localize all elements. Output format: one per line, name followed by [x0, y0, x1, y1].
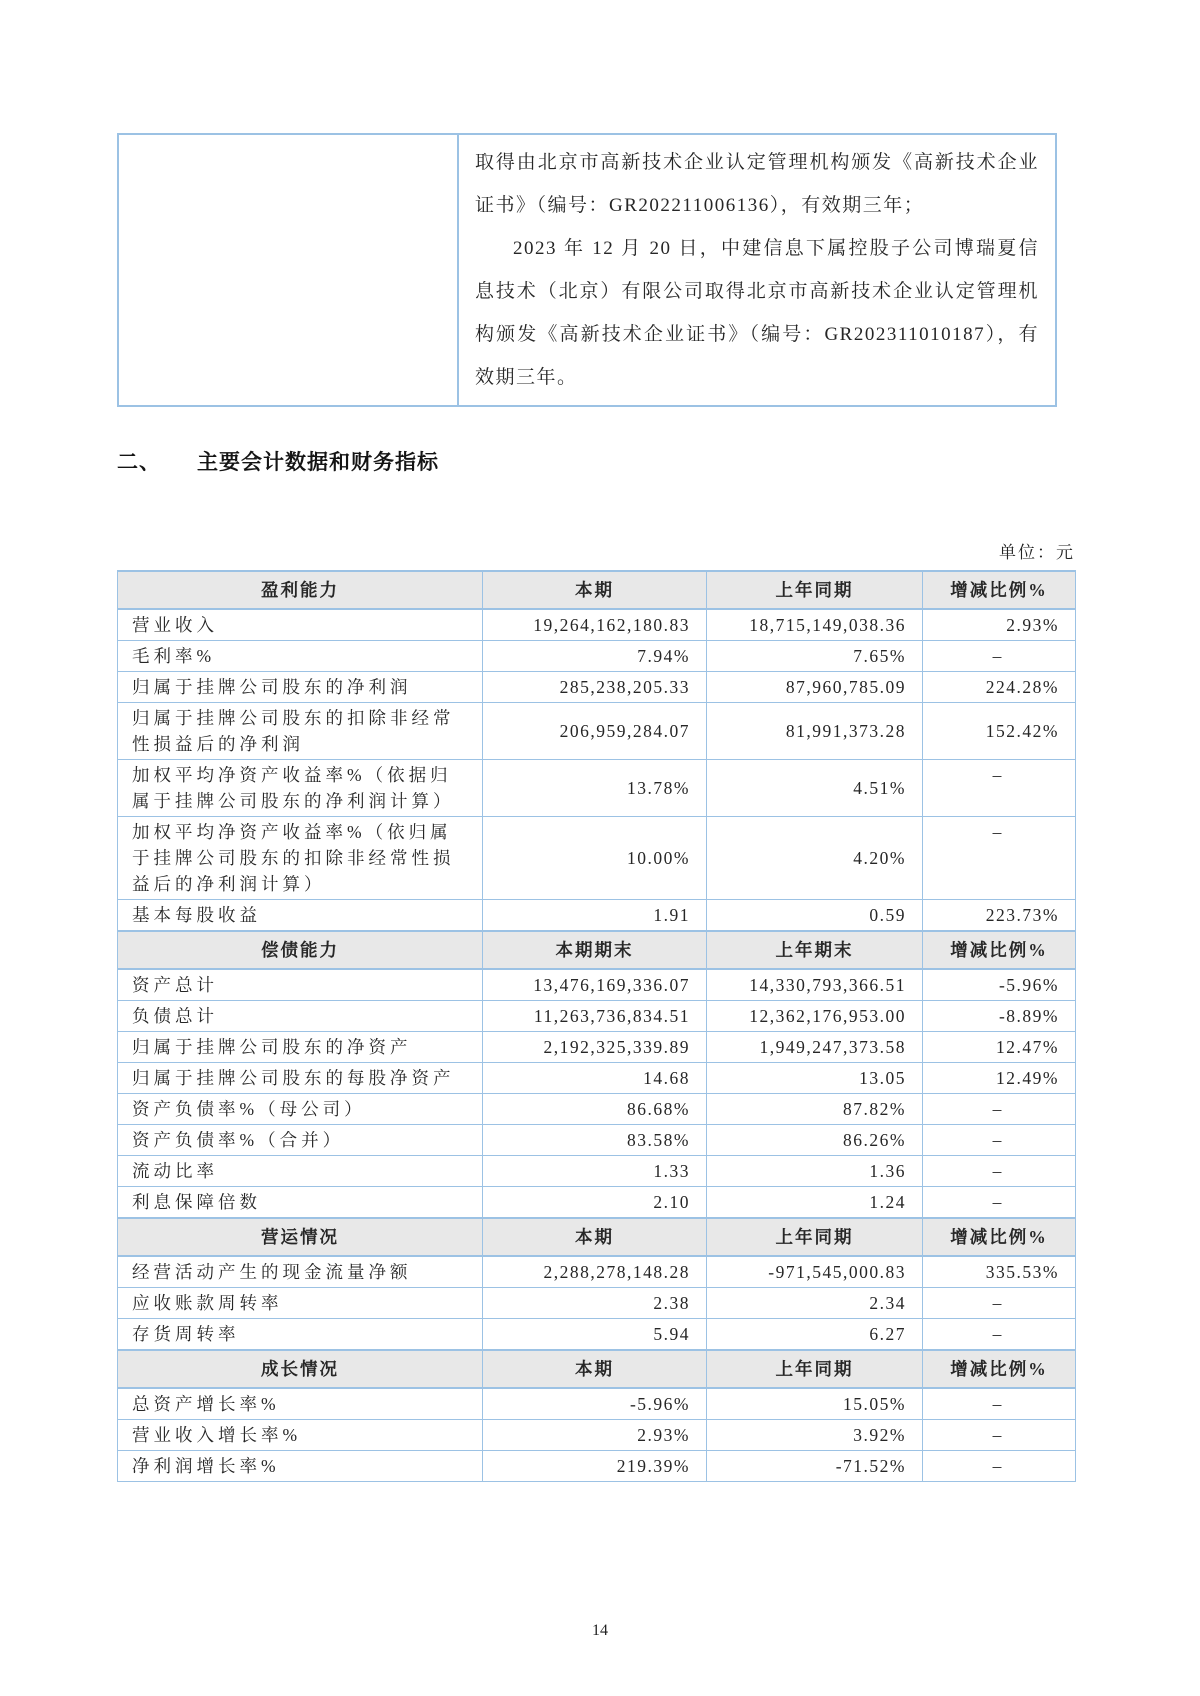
section-header-row: [118, 571, 1076, 609]
value-change-cell: 12.47%: [923, 1032, 1076, 1063]
indicator-label-cell: 归属于挂牌公司股东的扣除非经常性损益后的净利润: [118, 703, 483, 760]
value-current-cell: 2.93%: [483, 1420, 707, 1451]
indicator-label-cell: 总资产增长率%: [118, 1388, 483, 1420]
value-current-cell: 2.10: [483, 1187, 707, 1219]
value-current-cell: -5.96%: [483, 1388, 707, 1420]
section-header-cell: 上年同期: [707, 571, 923, 609]
indicator-row: [118, 703, 1076, 760]
value-current-cell: 219.39%: [483, 1451, 707, 1482]
indicator-row: [118, 760, 1076, 817]
value-current-cell: 206,959,284.07: [483, 703, 707, 760]
section-header-cell: 增减比例%: [923, 571, 1076, 609]
value-prior-cell: 1.36: [707, 1156, 923, 1187]
section-header-cell: 本期: [483, 571, 707, 609]
section-header-cell: 本期期末: [483, 931, 707, 969]
value-prior-cell: 18,715,149,038.36: [707, 609, 923, 641]
indicator-row: [118, 1063, 1076, 1094]
value-current-cell: 2,192,325,339.89: [483, 1032, 707, 1063]
indicator-label-cell: 加权平均净资产收益率%（依据归属于挂牌公司股东的净利润计算）: [118, 760, 483, 817]
indicator-row: [118, 1256, 1076, 1288]
value-change-cell: 224.28%: [923, 672, 1076, 703]
section-header-cell: 营运情况: [118, 1218, 483, 1256]
indicator-row: [118, 900, 1076, 932]
section-header-cell: 上年期末: [707, 931, 923, 969]
indicator-label-cell: 资产总计: [118, 969, 483, 1001]
section-header-cell: 增减比例%: [923, 1350, 1076, 1388]
indicator-label-cell: 基本每股收益: [118, 900, 483, 932]
value-current-cell: 83.58%: [483, 1125, 707, 1156]
value-change-cell: -5.96%: [923, 969, 1076, 1001]
indicator-row: [118, 1125, 1076, 1156]
page-number: 14: [592, 1622, 608, 1639]
indicator-label-cell: 资产负债率%（合并）: [118, 1125, 483, 1156]
value-current-cell: 2,288,278,148.28: [483, 1256, 707, 1288]
section-title: 主要会计数据和财务指标: [197, 451, 439, 474]
indicator-row: [118, 1319, 1076, 1351]
indicator-row: [118, 1001, 1076, 1032]
value-change-cell: 12.49%: [923, 1063, 1076, 1094]
indicator-label-cell: 毛利率%: [118, 641, 483, 672]
value-prior-cell: 0.59: [707, 900, 923, 932]
indicator-label-cell: 归属于挂牌公司股东的每股净资产: [118, 1063, 483, 1094]
value-change-cell: –: [923, 1319, 1076, 1351]
section-header-cell: 增减比例%: [923, 1218, 1076, 1256]
section-header-cell: 成长情况: [118, 1350, 483, 1388]
value-prior-cell: 87,960,785.09: [707, 672, 923, 703]
indicator-row: [118, 609, 1076, 641]
value-change-cell: -8.89%: [923, 1001, 1076, 1032]
value-change-cell: –: [923, 1451, 1076, 1482]
section-header-row: [118, 931, 1076, 969]
value-change-cell: 2.93%: [923, 609, 1076, 641]
indicator-label-cell: 流动比率: [118, 1156, 483, 1187]
indicator-row: [118, 1156, 1076, 1187]
indicator-label-cell: 营业收入: [118, 609, 483, 641]
value-change-cell: 335.53%: [923, 1256, 1076, 1288]
indicator-row: [118, 1187, 1076, 1219]
value-prior-cell: -71.52%: [707, 1451, 923, 1482]
indicator-row: [118, 1032, 1076, 1063]
continuation-text-cell: [458, 134, 1056, 406]
section-heading: [117, 446, 439, 476]
value-prior-cell: 12,362,176,953.00: [707, 1001, 923, 1032]
continuation-left-empty-cell: [118, 134, 458, 406]
indicator-label-cell: 负债总计: [118, 1001, 483, 1032]
value-current-cell: 19,264,162,180.83: [483, 609, 707, 641]
value-prior-cell: 1.24: [707, 1187, 923, 1219]
value-current-cell: 10.00%: [483, 817, 707, 900]
value-prior-cell: 2.34: [707, 1288, 923, 1319]
value-current-cell: 13,476,169,336.07: [483, 969, 707, 1001]
value-change-cell: 152.42%: [923, 703, 1076, 760]
indicator-row: [118, 1420, 1076, 1451]
section-header-cell: 偿债能力: [118, 931, 483, 969]
value-current-cell: 5.94: [483, 1319, 707, 1351]
indicator-row: [118, 1288, 1076, 1319]
indicator-row: [118, 1451, 1076, 1482]
value-current-cell: 13.78%: [483, 760, 707, 817]
value-prior-cell: 3.92%: [707, 1420, 923, 1451]
indicator-label-cell: 加权平均净资产收益率%（依归属于挂牌公司股东的扣除非经常性损益后的净利润计算）: [118, 817, 483, 900]
indicator-row: [118, 969, 1076, 1001]
indicator-row: [118, 672, 1076, 703]
certificate-paragraph-1: 取得由北京市高新技术企业认定管理机构颁发《高新技术企业证书》（编号：GR202211006136），有效期三年；: [475, 152, 1039, 216]
certificate-paragraph-2: 2023 年 12 月 20 日，中建信息下属控股子公司博瑞夏信息技术（北京）有限公司取得北京市高新技术企业认定管理机构颁发《高新技术企业证书》（编号：GR202311010187），有效期三年。: [475, 238, 1039, 388]
section-header-row: [118, 1218, 1076, 1256]
section-header-cell: 盈利能力: [118, 571, 483, 609]
certificate-continuation-table: [117, 133, 1057, 407]
unit-label: 单位：元: [999, 543, 1075, 562]
value-change-cell: –: [923, 760, 1076, 817]
financial-indicators-table: [117, 570, 1076, 1482]
value-change-cell: –: [923, 817, 1076, 900]
section-header-row: [118, 1350, 1076, 1388]
value-current-cell: 14.68: [483, 1063, 707, 1094]
value-current-cell: 2.38: [483, 1288, 707, 1319]
value-prior-cell: 81,991,373.28: [707, 703, 923, 760]
value-change-cell: 223.73%: [923, 900, 1076, 932]
indicator-label-cell: 营业收入增长率%: [118, 1420, 483, 1451]
value-current-cell: 11,263,736,834.51: [483, 1001, 707, 1032]
value-prior-cell: 6.27: [707, 1319, 923, 1351]
section-number: 二、: [117, 451, 161, 474]
value-current-cell: 1.33: [483, 1156, 707, 1187]
section-header-cell: 增减比例%: [923, 931, 1076, 969]
value-prior-cell: 7.65%: [707, 641, 923, 672]
value-change-cell: –: [923, 1288, 1076, 1319]
value-change-cell: –: [923, 1187, 1076, 1219]
section-header-cell: 本期: [483, 1350, 707, 1388]
value-current-cell: 7.94%: [483, 641, 707, 672]
indicator-row: [118, 641, 1076, 672]
continuation-row: [118, 134, 1056, 406]
value-prior-cell: -971,545,000.83: [707, 1256, 923, 1288]
indicator-label-cell: 存货周转率: [118, 1319, 483, 1351]
section-header-cell: 本期: [483, 1218, 707, 1256]
value-change-cell: –: [923, 1388, 1076, 1420]
value-prior-cell: 86.26%: [707, 1125, 923, 1156]
value-prior-cell: 4.51%: [707, 760, 923, 817]
indicator-label-cell: 归属于挂牌公司股东的净资产: [118, 1032, 483, 1063]
indicator-row: [118, 817, 1076, 900]
value-current-cell: 86.68%: [483, 1094, 707, 1125]
indicator-row: [118, 1094, 1076, 1125]
value-prior-cell: 15.05%: [707, 1388, 923, 1420]
value-change-cell: –: [923, 1125, 1076, 1156]
indicator-label-cell: 应收账款周转率: [118, 1288, 483, 1319]
section-header-cell: 上年同期: [707, 1218, 923, 1256]
indicator-label-cell: 资产负债率%（母公司）: [118, 1094, 483, 1125]
value-change-cell: –: [923, 641, 1076, 672]
section-header-cell: 上年同期: [707, 1350, 923, 1388]
value-prior-cell: 4.20%: [707, 817, 923, 900]
indicator-label-cell: 经营活动产生的现金流量净额: [118, 1256, 483, 1288]
value-change-cell: –: [923, 1156, 1076, 1187]
value-change-cell: –: [923, 1420, 1076, 1451]
indicator-label-cell: 利息保障倍数: [118, 1187, 483, 1219]
value-change-cell: –: [923, 1094, 1076, 1125]
value-current-cell: 285,238,205.33: [483, 672, 707, 703]
value-prior-cell: 1,949,247,373.58: [707, 1032, 923, 1063]
value-prior-cell: 87.82%: [707, 1094, 923, 1125]
value-prior-cell: 13.05: [707, 1063, 923, 1094]
indicator-label-cell: 净利润增长率%: [118, 1451, 483, 1482]
indicator-row: [118, 1388, 1076, 1420]
indicator-label-cell: 归属于挂牌公司股东的净利润: [118, 672, 483, 703]
value-current-cell: 1.91: [483, 900, 707, 932]
value-prior-cell: 14,330,793,366.51: [707, 969, 923, 1001]
